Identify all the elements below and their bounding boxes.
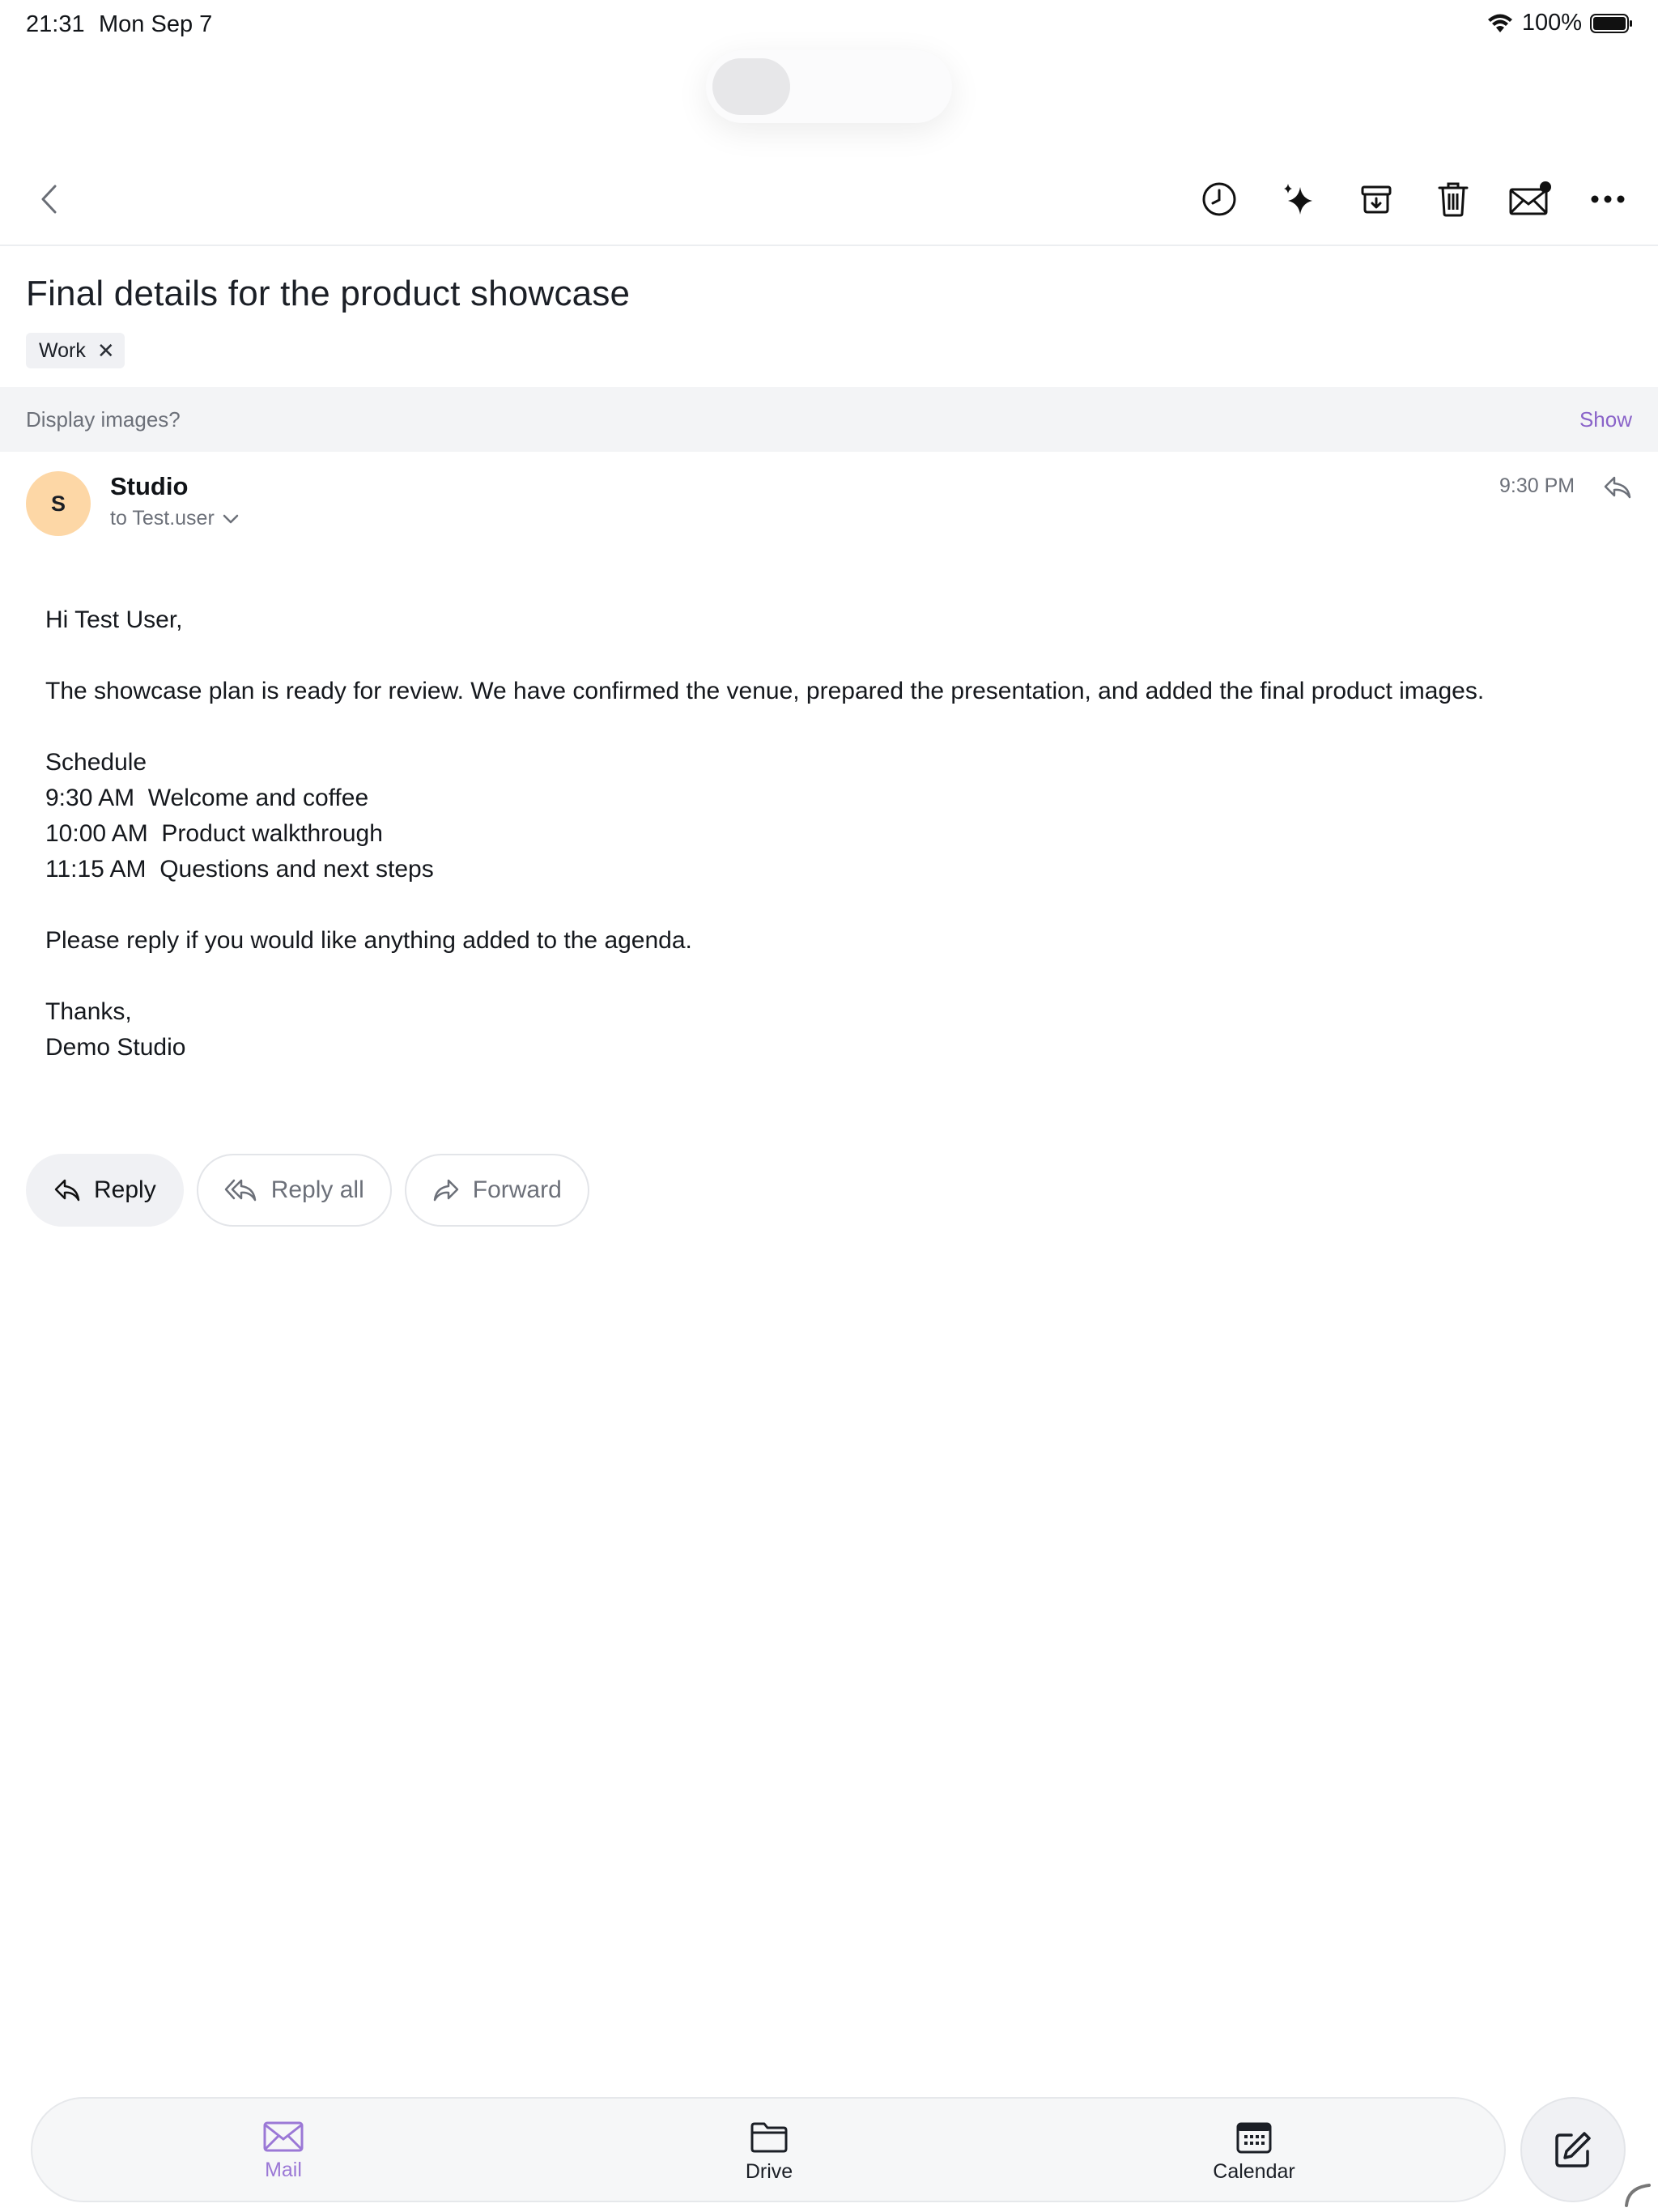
resize-handle-icon[interactable] [1624,2183,1652,2211]
clock-icon [1201,181,1238,218]
message-subject: Final details for the product showcase [26,274,631,313]
schedule-item: 11:15 AM Questions and next steps [45,856,434,883]
mark-unread-button[interactable] [1507,177,1553,222]
reply-icon [53,1178,81,1202]
tab-mail-label: Mail [265,2159,302,2181]
status-time: 21:31 [26,11,85,37]
message-time: 9:30 PM [1499,474,1575,497]
label-chip[interactable] [26,333,125,368]
wifi-icon [1486,13,1514,34]
forward-button[interactable] [405,1154,589,1227]
body-schedule-title: Schedule [45,749,147,776]
message-body [45,602,1616,1066]
display-images-banner [0,387,1658,452]
reply-all-icon [224,1178,258,1202]
reply-button[interactable] [26,1154,184,1227]
bottom-tab-bar [31,2097,1506,2202]
label-chip-text: Work [39,338,86,362]
schedule-item: 10:00 AM Product walkthrough [45,820,383,847]
label-remove-icon[interactable]: ✕ [96,338,115,363]
tab-drive[interactable] [704,2121,834,2184]
pill-knob [712,58,790,115]
recipient-text: to Test.user [110,507,215,530]
forward-label: Forward [472,1176,562,1203]
folder-icon [750,2121,789,2154]
mail-unread-icon [1508,181,1552,218]
sender-avatar: S [26,471,91,536]
ai-assist-button[interactable] [1276,177,1321,222]
body-intro: The showcase plan is ready for review. We have confirmed the venue, prepared the presentation, and added the final product images. [45,678,1485,704]
battery-icon [1590,13,1634,34]
multitasking-pill[interactable] [706,50,952,123]
reply-icon [1603,475,1632,500]
more-button[interactable] [1585,177,1630,222]
status-bar [0,0,1658,52]
body-greeting: Hi Test User, [45,606,183,633]
sparkle-icon [1280,181,1317,218]
archive-button[interactable] [1354,177,1399,222]
reply-label: Reply [94,1176,156,1203]
more-icon [1590,194,1626,204]
chevron-down-icon [223,514,239,524]
status-date: Mon Sep 7 [99,11,213,37]
tab-calendar-label: Calendar [1213,2160,1295,2183]
recipient-toggle[interactable] [110,507,239,530]
body-signature: Demo Studio [45,1034,186,1061]
message-toolbar [0,162,1658,246]
display-images-prompt: Display images? [26,406,181,432]
mail-icon [263,2121,304,2152]
reply-all-label: Reply all [270,1176,364,1203]
status-indicators [1486,10,1634,36]
trash-icon [1436,181,1470,218]
quick-reply-button[interactable] [1600,470,1635,505]
archive-icon [1359,182,1393,216]
schedule-item: 9:30 AM Welcome and coffee [45,785,369,811]
chevron-left-icon [39,184,58,215]
show-images-button[interactable]: Show [1579,406,1632,432]
forward-icon [432,1178,460,1202]
body-closing-request: Please reply if you would like anything added to the agenda. [45,927,692,954]
calendar-icon [1236,2121,1272,2154]
tab-calendar[interactable] [1189,2121,1319,2184]
snooze-button[interactable] [1197,177,1242,222]
compose-icon [1554,2130,1592,2169]
battery-percentage: 100% [1521,10,1582,36]
tab-mail[interactable] [219,2121,348,2182]
reply-actions [26,1154,589,1227]
delete-button[interactable] [1431,177,1476,222]
sender-name[interactable]: Studio [110,472,189,500]
reply-all-button[interactable] [197,1154,392,1227]
back-button[interactable] [29,180,68,219]
tab-drive-label: Drive [745,2160,793,2183]
compose-button[interactable] [1520,2097,1626,2202]
body-signoff: Thanks, [45,998,132,1025]
